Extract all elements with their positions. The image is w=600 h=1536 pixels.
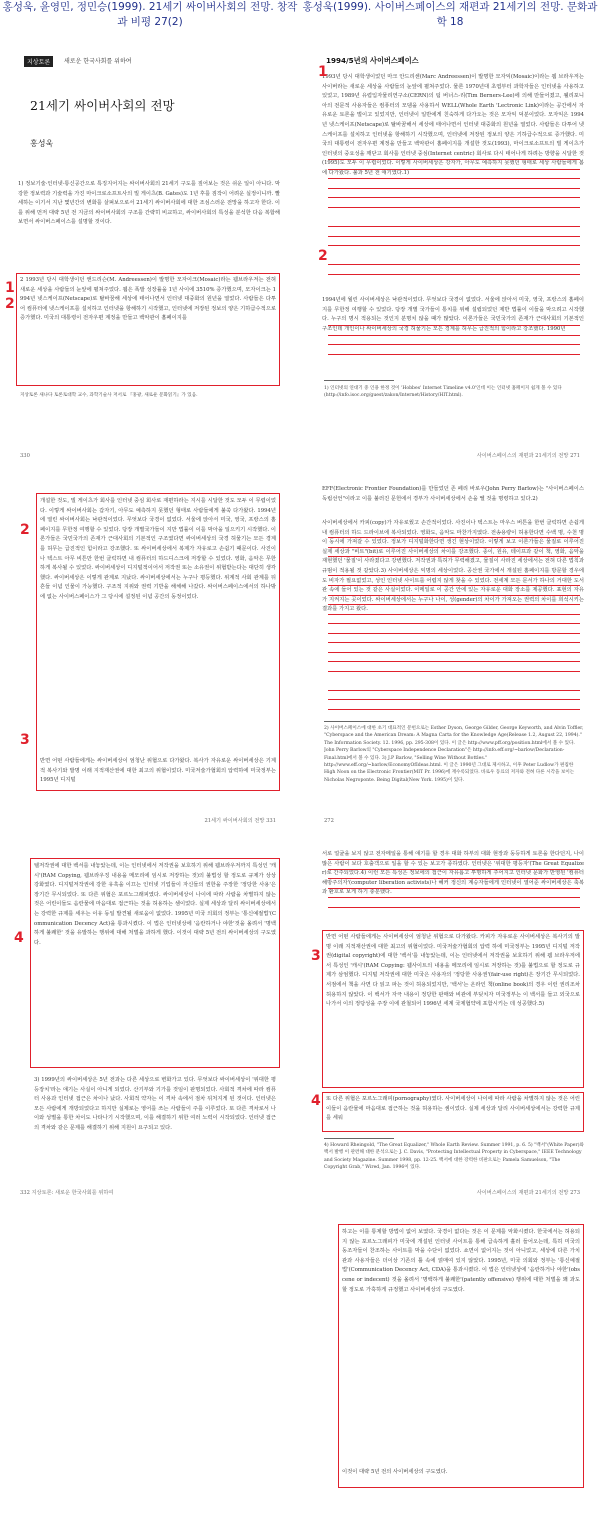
underline bbox=[328, 642, 580, 643]
underline bbox=[328, 907, 580, 908]
underline bbox=[328, 325, 580, 326]
underline bbox=[328, 859, 580, 860]
underline bbox=[328, 661, 580, 662]
page-footer: 21세기 싸이버사회의 전망 331 bbox=[204, 818, 276, 824]
footnote: 지상토론 새나다 토론토대학 교수, 과학기술사 저서로 『홍광, 새로운 문화읽기』가 있음. bbox=[20, 393, 198, 398]
right-column-header: 홍성욱(1999). 사이버스페이스의 재편과 21세기의 전망. 문화과학 18 bbox=[302, 1, 598, 28]
underline bbox=[328, 556, 580, 557]
section-heading: 1994/5년의 사이버스페이스 bbox=[326, 56, 419, 65]
boxed-paragraph: 개설한 것도, 빌 게이츠가 회사를 인터넷 중심 회사로 재편하라는 지시를 시달한 것도 모두 이 무렵이었다. 이렇게 싸이버사회는 갑자기, 아무도 예측하지 못했던 형태로 사람들에게 불쑥 다가왔다. 1994년에 열린 싸이버사회는 낙관적이었다. 무엇보다 국경이 없었다. 서울에 앉아서 미국, 영국, 프랑스의 홈페이지를 무한정 여행할 수 있었다. 당장 개별국가들이 지만 법률이 이를 막아을 일으키기 시작했다. 이론가들은 국민국가의 존재가 근대사회의 기본적인 구조였다면 싸이버세상의 국경 허물기는 모든 경계를 허무는 급진적인 힘이라고 강조했다. 또 싸이버세상에서 복제가 자유로고 손쉽기 때문이다. 사진이나 텍스트 아무 비튼만 한번 클릭하면 내 컴퓨터의 하드디스크에 저장할 수 있었다. 영화, 음악은 무한하게 복사될 수 있었다. 싸이버세상이 디지털적이어서 저작권 또는 소유권이 위협받는다는 대단히 생각했다. 싸이버세상은 이렇게 관계로 지났다. 싸이버세상에서는 누구나 평등했다. 위계적 사회 관계를 뒤흔들 이념 인물이 가능했다. 구조적 지위와 권력 기반을 해체해 나갔다. 싸이버스페이스에서의 하나밖에 없는 사이버스페이스가 그 당시에 설정된 이념 공간의 동정이었다. bbox=[40, 498, 276, 600]
page-number: 330 bbox=[20, 453, 30, 459]
underline bbox=[328, 335, 580, 336]
underline bbox=[328, 652, 580, 653]
underline bbox=[328, 159, 580, 160]
boxed-paragraph-tail: 반면 어떤 사람들에게는 싸이버세상이 엄청난 위협으로 다가왔다. 복사가 자유로운 싸이버세상은 기계적 복사기와 발명 이래 지적재산권에 대한 최고의 위협이었다. 미국저술가협회의 압력하에 미국정부는 1995년 디지털 bbox=[40, 758, 276, 784]
page-332 bbox=[6, 840, 290, 1202]
underline bbox=[328, 585, 580, 586]
underline bbox=[328, 699, 580, 700]
page-number: 272 bbox=[324, 818, 334, 824]
underline bbox=[328, 709, 580, 710]
underline bbox=[328, 888, 580, 889]
footnote-rule bbox=[324, 1138, 394, 1139]
boxed-paragraph-tail: 이것이 대략 5년 전의 사이버세상의 구도였다. bbox=[342, 1469, 448, 1475]
underline bbox=[328, 354, 580, 355]
boxed-paragraph-1: 서로 얼굴을 보지 않고 전자메일을 통해 얘기를 할 경우 대화 하부의 대화 현장과 동등하게 토론을 한다던지, 나이 많은 사람이 보다 호출객으로 일을 할 수 있는 보고가 종하였다. 인터넷은 '위대한 평등자'(The Great Equalizer)로 간주되었다.4) 이런 모든 특성은 정보에의 접근이 자유롭고 투명하게 주어지고 인터넷 문화가 반영된 '컴퓨터 해방주의자'(computer liberation activists)나 혜커 정신의 계승자들에게 인터넷이 열어준 싸이버세상은 축복과 환호로 보게 하기 충분했다. bbox=[322, 851, 584, 896]
marker-one: 1 bbox=[318, 64, 328, 80]
underline bbox=[328, 633, 580, 634]
page-footer: 사이버스페이스의 재편과 21세기의 전망 273 bbox=[476, 1190, 580, 1196]
boxed-paragraph: 2 1993년 당시 대학생이던 앤드리슨(M. Andreessen)이 발명한 모자이크(Mosaic)라는 웹브라우저는 전혀 새로운 세상을 사람들의 눈앞에 펼쳐주었다. 웹은 폭발 성장률을 1년 사이에 3510% 증가했으며, 모자이크는 1994년 넷스케이프(Netscape)로 탈바꿈해 세상에 태어나면서 인터넷 대중화의 원년을 열었다. 사람들은 다투어 컴퓨터에 넷스케이프를 설치하고 인터넷을 항해하기 시작했고, 인터넷에 저장된 정보의 양은 기하급수적으로 증가했다. 미국의 대통령이 전자우편 계정을 만들고 백악관이 홈페이지를 bbox=[20, 277, 276, 322]
boxed-paragraph-3: 또 다른 위협은 포르노그래피(pornography)였다. 사이버세상이 나이에 따라 사람을 차별하지 않는 것은 어린이들이 음란물에 마음대로 접근하는 것을 허용하는 셈이었다. 실제 세상과 달리 사이버세상에서는 강력한 규제를 세워 bbox=[326, 1096, 580, 1122]
body-paragraph: 3) 1999년의 싸이버세상은 5년 전과는 다른 세상으로 변화가고 있다. 무엇보다 싸이버세상이 '위대한 평등장치'라는 얘기는 사실이 아니게 되었다. 산기부와 기가를 것임이 판명되었다. 사회적 격차에 따라 컴퓨터 사용과 인터넷 접근은 차이나 났다. 사회적 약자는 이 격차 속에서 점차 뒤처지게 된 것이다. 인터넷은 모든 사람에게 개방되었다고 하지만 실제로는 영어를 쓰는 사람들이 주를 이루었다. 또 다른 격차로서 나이와 성별을 통한 차이도 나타나기 시작했으며, 이를 해결하기 위한 여러 노력이 시작되었다. 인터넷 접근의 격차와 같은 문제를 해결하기 위해 지원이 요구되고 있다. bbox=[34, 1077, 276, 1131]
footnotes: 4) Howard Rheingold, "The Great Equalizer," Whole Earth Review. Summer 1991, p. 6. 5) "백서"(White Paper)와 백서 발행 이 관련해 대한 분석으로는 J. C. Davis, "Protecting Intellectual Property in Cyberspace," IEEE Technology and Society Magazine. Summer 1998, pp. 12-25. 백서에 대한 강력한 비판으로는 Pamela Samuelson, "The Copyright Grab," Wired, Jan. 1996이 있다. bbox=[324, 1143, 584, 1171]
footnotes: 2) 사이버스페이스에 대한 초기 대표적인 문헌으로는 Esther Dyson, George Gilder, George Keyworth, and Alvin Toffler, "Cyberspace and the American Dream: A Magna Carta for the Knowledge Age(Release 1.2, August 22, 1994)." The Information Society. 12. 1996, pp. 295-308이 있다. 이 글은 http://www.pff.org/position.html에서 볼 수 있다. John Perry Barlow의 "Cyberspace Independence Declaration"은 http://info.eff.org/~barlow/Declaration-Final.html에서 볼 수 있다. 3) J.P Barlow, "Selling Wine Without Bottles." http://www.eff.org/~barlow/EconomyOfIdeas.html. 이 글은 1990년 그대로 제시하고, 이후 Peter Ludlow가 편집한 High Noon on the Electronic Frontier(MIT Pr. 1996)에 재수록되었다. 바로우 동료의 저자와 전혀 다른 시각을 보이는 Nicholas Negroponte. Being Digital(New York. 1995)이 있다. bbox=[324, 726, 584, 783]
boxed-paragraph-2: 1994년에 월린 사이버세상은 낙관적이었다. 무엇보다 국경이 없었다. 서울에 앉아서 미국, 영국, 프랑스의 홈페이지를 무한정 여행할 수 있었다. 당장 개별 국가들이 통치를 위해 설립되었던 제반 법률이 이들을 막으려고 시작했다. 누구의 명시 적용되는 것인지 분명치 않을 때가 많았다. 이론가들은 국민국가의 존재가 근대사회의 기본적인 구조인데 개인이나 싸이버세상의 국경 허물기는 모든 경계를 허무는 급진적의 힘이라고 강조했다. 1990년 bbox=[322, 297, 584, 332]
underline bbox=[328, 264, 580, 265]
marker-one: 1 bbox=[5, 280, 15, 296]
section-badge: 지상토론 bbox=[24, 56, 53, 67]
marker-three: 3 bbox=[20, 732, 30, 748]
underline bbox=[328, 344, 580, 345]
underline bbox=[328, 188, 580, 189]
page-331 bbox=[6, 475, 290, 830]
underline bbox=[328, 897, 580, 898]
underline bbox=[328, 623, 580, 624]
article-author: 홍성욱 bbox=[30, 139, 54, 148]
underline bbox=[328, 878, 580, 879]
page-footer: 332 지상토론: 새로운 한국사회를 위하여 bbox=[20, 1190, 114, 1196]
page-272 bbox=[310, 475, 594, 830]
underline bbox=[328, 595, 580, 596]
underline bbox=[328, 274, 580, 275]
boxed-paragraph: 하고는 이를 통제할 방법이 없어 보였다. 국경이 없다는 것은 이 문제를 악화시켰다. 한국에서는 허용되지 않는 포르노그래피가 미국에 개설된 인터넷 사이트를 통해 급속하게 흘러 들어오는데, 특히 미국의 동조자들이 찬조하는 사이트를 막을 수단이 없었다. 쇼면이 없어지는 것이 아니었고, 세상에 다른 가치관과 사용자들은 더이상 기존의 틀 속에 얽매여 있지 않았다. 1995년, 미국 의회와 정부는 '통신예절법'(Communication Decency Act, CDA)을 통과시켰다. 이 법은 인터넷상에 '음란하거나 야한'(obscene or indecent) 것을 올려서 '명백하게 불쾌한'(patently offensive) 행위에 대한 처벌을 꽤 과도할 정도로 가혹하게 규정했고 사이버세상의 구도였다. bbox=[342, 1229, 580, 1293]
footnote-rule bbox=[324, 721, 394, 722]
underline bbox=[328, 207, 580, 208]
intro-paragraph: 1) 정보기술·인터넷·통신공간으로 특징지어지는 싸이버사회의 21세기 구도를 짚어보는 것은 쉬운 일이 아니다. 막강한 정보력과 기술력을 가진 마이크로소프트사의 빌 게이츠(B. Gates)도 1년 후를 짐작이 어려운 실정이니까. 빨세하는 이기서 지난 몇년간의 변화를 살펴보으로서 21세기 싸이버사회에 대한 조심스러운 전망을 하고자 한다. 이를 위해 먼저 대략 5년 전 지금의 싸이버사회의 구조를 간략히 비교하고, 싸이버사회의 특성을 분석한 다음 복합해보면서 싸이버스페이스를 설명할 것이다. bbox=[18, 181, 280, 226]
boxed-paragraph: 텔저작권에 대한 백서를 내놓았는데, 이는 인터넷에서 저작권을 보호하기 위해 웹브라우저까지 특성인 '캐시'(RAM Copying, 웹브라우징 내용을 메모리에 임시로 저장하는 것)의 불법성 할 정도로 규제가 상상 강화였다. 디지털저작권에 강한 유혹을 이끄는 인터넷 기업들이 자신들의 권한을 주장한 '정당한 사용'은 장기간 무시되었다. 또 다른 위협은 포르노그래피였다. 싸이버세상이 나이에 따라 사람을 차별하지 않는 것은 어린이들도 음란물에 마음대로 접근하는 것을 허용하는 셈이었다. 실제 세상과 달리 싸이버세상에서는 강력한 규제를 세우는 이유 동일 발견될 새로움이 없었다. 1995년 미국 의회의 정부는 '통신예절법'(Communication Decency Act)을 통과시켰다. 이 법은 인터넷상에 '음란하거나 야한'것을 올려서 '명백하게 불쾌한' 것을 유발하는 행위에 대해 처벌을 과하게 했다. 이것이 대략 5년 전의 싸이버세상의 구도였다. bbox=[34, 863, 276, 946]
underline bbox=[328, 178, 580, 179]
page-271 bbox=[310, 40, 594, 465]
page-274 bbox=[310, 1212, 594, 1530]
footnote-rule bbox=[324, 380, 394, 381]
left-column-header: 홍성욱, 윤영민, 정민승(1999). 21세기 싸이버사회의 전망. 창작과 비평 27(2) bbox=[2, 1, 298, 28]
footnote: 1) 인터넷의 연대기 중 인용 한정 것이 'Hobbes' Internet Timeline v4.0'인데 이는 인터넷 홈페이지 쉽게 볼 수 있다(http://info.isoc.org/guest/zakon/Internet/History/HIT.html). bbox=[324, 386, 562, 399]
boxed-paragraph-1: 1993년 당시 대학생이었던 마크 안드리센(Marc Andreessen)이 발명한 모자익(Mosaic)이라는 웹 브라우저는 사이버라는 새로운 세상을 사람들의 눈앞에 펼쳐주었다. 물론 1970년대 초엽부터 과학자들은 인터넷을 사용하고 있었고, 1989년 유럽입자물리연구소(CERN)의 팀 버너스-리(Tim Berners-Lee)에 의해 만들어졌고, 웰리포니아의 전문적 사용자들은 컴퓨터의 모뎀을 사용하서 WELL(Whole Earth 'Lectronic Link)이라는 공간에서 자유로운 토론을 벌이고 있었지만, 인터넷이 일반에게 친숙하게 다가오는 것은 모자익 덕분이었다. 모자익은 1994년 넷스케이프(Netscape)로 탈바꿈해서 세상에 태어나면서 인터넷 대중화의 원년을 열었다. 사람들은 다투어 넷스케이프를 설치하고 인터넷을 항해하기 시작했으며, 인터넷에 저장된 정보의 양은 기하급수적으로 증가했다. 미국의 대통령이 전자우편 계정을 만들고 백악관이 홈페이지를 개설한 것도(1993), 마이크로소프트의 빌 게이츠가 인터넷의 중요성을 깨닫고 회사를 인터넷 중심(Internet centric) 회사로 다시 태어나게 하려는 방향을 시달한 것(1995)도 모두 이 무렵이었다. 이렇게 사이버세상은 강자가, 아무도 예측하지 못했던 형태로 세상 사람들에게 봄에 다가왔다. 불과 5년 전 얘기였다.1) bbox=[322, 74, 584, 176]
underline bbox=[328, 604, 580, 605]
marker-two: 2 bbox=[20, 522, 30, 538]
boxed-paragraph-2: 반면 어떤 사람들에게는 사이버세상이 엄청난 위협으로 다가왔다. 카피가 자유로운 사이버세상은 복사기의 발명 이래 지적재산권에 대한 최고의 위협이었다. 미국저술가협회의 압력 하에 미국정부는 1995년 디지털 저작권(digital copyright)에 대한 '백서'를 내놓았는데, 이는 인터넷에서 저작권을 보호하기 위해 웹 브라우저에서 특성인 '캐시'(RAM Copying: 웹사이트의 내용을 메모리에 임시로 저장하는 것)를 불법으로 할 정도로 규제가 삼엄했다. 디지털 저작권에 대한 미국은 사용자의 '정당한 사용권'(fair-use right)은 장기간 무시되었다. 서점에서 책을 사면 다 읽고 파는 것이 허용되었지만, '백서'는 온라인 책(online book)의 경우 이런 권리조차 허용하지 않았다. 이 백서가 자극 내용이 정당한 판매와 비관에 부딪치자 미국정부는 이 백서를 들고 외국으로 나가서 이의 정당성을 주장 이에 관철되어 1996년 세계 국제협약에 포함시키는 데 성공했다.5) bbox=[326, 934, 580, 1008]
underline bbox=[328, 236, 580, 237]
marker-two: 2 bbox=[5, 296, 15, 312]
underline bbox=[328, 245, 580, 246]
underline bbox=[328, 537, 580, 538]
boxed-paragraph: 사이버세상에서 카피(copy)가 자유로웠고 손간적이었다. 사진이나 텍스트는 마우스 버튼을 한번 클릭하면 손쉽게 내 컴퓨터의 하드 드라이브에 복사되었다. 영화도, 음악도 마찬가지였다. 전송용량이 허용한다면 수백 명, 수천 명이 동시에 가져갈 수 있었다. 정보가 디지털화한다면 생긴 현상이었다. 이렇게 보고 이론가들은 물질로 이루어진 실제 세상과 "비트"(bit)로 이루어진 사이버세상의 차이를 강조했다. 종이, 원유, 테이프과 같이 책, 영화, 음악을 재현했던 '물질'이 사라졌다고 강변했다. 저작권과 특허가 무력해졌고, 물질이 사라진 세상에서는 전혀 다른 법칙과 규범이 적용될 것 같았다.3) 사이버세상은 익명의 세상이었다. 공산권 국가에서 개설된 홈페이지를 방문할 경우에도 비자가 필요없었고, 성인 인터넷 사이트를 어렵지 않게 찾을 수 있었다. 전세계 모든 문서가 하나의 거대한 도서관 속에 들어 있는 것 같은 사실이었다. 이메일로 이 공간 안에 있는 자유로운 대화 장소를 제공했다. 표현의 자유가 지켜지는 곳이었다. 싸이버세상에서는 누구나 나이, 성(gender)의 차이가 가져오는 권력의 차이를 희석시키는 결과를 가지고 왔다. bbox=[322, 520, 584, 613]
marker-two: 2 bbox=[318, 248, 328, 264]
underline bbox=[328, 547, 580, 548]
page-footer: 사이버스페이스의 재편과 21세기의 전망 271 bbox=[476, 453, 580, 459]
section-badge-subtitle: 새로운 한국사회를 위하여 bbox=[64, 58, 132, 65]
underline bbox=[328, 575, 580, 576]
marker-four: 4 bbox=[14, 930, 24, 946]
underline bbox=[328, 671, 580, 672]
underline bbox=[328, 690, 580, 691]
opening-paragraph: EFF(Electronic Frontier Foundation)를 만들었던 존 페리 바로우(John Perry Barlow)는 "사이버스페이스 독립선언"이라고 이를 불러진 문헌에서 경부가 사이버세상에서 손을 뗄 것을 명령하고 있다.2) bbox=[322, 486, 584, 502]
page-330 bbox=[6, 40, 290, 465]
marker-four: 4 bbox=[311, 1093, 321, 1109]
underline bbox=[328, 226, 580, 227]
article-title: 21세기 싸이버사회의 전망 bbox=[30, 98, 175, 113]
marker-three: 3 bbox=[311, 948, 321, 964]
underline bbox=[328, 869, 580, 870]
underline bbox=[328, 197, 580, 198]
underline bbox=[328, 614, 580, 615]
page-273 bbox=[310, 840, 594, 1202]
underline bbox=[328, 169, 580, 170]
